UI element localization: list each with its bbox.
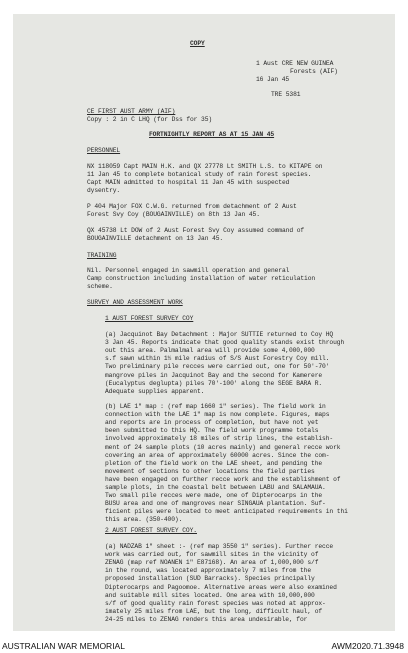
text-line: and reports are in process of completion, but have not yet — [105, 419, 319, 427]
text-line: BUSU area and one of mangroves near SINGAUA plantation. Suf- — [105, 500, 326, 508]
unit-name-2: Forests (AIF) — [290, 68, 338, 75]
text-line: Capt MAIN admitted to hospital 11 Jan 45 with suspected — [87, 179, 290, 187]
survey-subheading-2: 2 AUST FOREST SURVEY COY. — [105, 527, 197, 534]
text-line: and suitable mill sites located. One area with 10,000,000 — [105, 591, 315, 599]
text-line: 3 Jan 45. Reports indicate that good quality stands exist through — [105, 339, 345, 347]
text-line: work was carried out, for sawmill sites in the vicinity of — [105, 551, 319, 559]
report-title: FORTNIGHTLY REPORT AS AT 15 JAN 45 — [149, 131, 275, 138]
text-line: s/f of good quality rain forest species was noted at approx- — [105, 599, 326, 607]
text-line: (Eucalyptus deglupta) piles 70'-100' along the SEGE BARA R. — [105, 379, 323, 387]
text-line: covering an area of approximately 60000 acres. Since the com- — [105, 451, 330, 459]
unit-name: 1 Aust CRE NEW GUINEA — [256, 60, 334, 67]
text-line: ment of 24 sample plots (10 acres mainly) and general recce work — [105, 443, 341, 451]
text-line: have been engaged on further recce work and the establishment of — [105, 475, 341, 483]
text-line: s.f sawn within 1½ mile radius of S/S Aust Forestry Coy mill. — [105, 355, 330, 363]
text-line: scheme. — [87, 283, 113, 291]
text-line: (a) NADZAB 1" sheet :- (ref map 3550 1" series). Further recce — [105, 543, 334, 550]
addressee: CE FIRST AUST ARMY (AIF) — [87, 108, 176, 115]
text-line: proposed installation (SUD Barracks). Species principally — [105, 575, 315, 583]
text-line: BOUGAINVILLE detachment on 13 Jan 45. — [87, 235, 224, 243]
text-line: dysentry. — [87, 187, 121, 195]
footer-accession-number: AWM2020.71.3948 — [331, 641, 404, 651]
text-line: connection with the LAE 1" map is now complete. Figures, maps — [105, 411, 330, 419]
text-line: NX 118059 Capt MAIN H.K. and QX 27778 Lt SMITH L.S. to KITAPE on — [87, 163, 323, 170]
text-line: sample plots, in the coastal belt between LABU and SALAMAUA. — [105, 484, 326, 491]
text-line: in the round, was located approximately 7 miles from the — [105, 567, 312, 575]
text-line: movement of sections to other locations the field parties — [105, 467, 315, 475]
text-line: Adequate supplies apparent. — [105, 387, 205, 395]
training-heading: TRAINING — [87, 252, 117, 259]
letter-date: 16 Jan 45 — [256, 76, 290, 83]
text-line: mangrove piles in Jacquinot Bay and the second for Kamerere — [105, 371, 323, 379]
survey-heading: SURVEY AND ASSESSMENT WORK — [87, 299, 183, 306]
text-line: QX 45738 Lt DOW of 2 Aust Forest Svy Coy assumed command of — [87, 227, 305, 234]
text-line: P 404 Major FOX C.W.G. returned from detachment of 2 Aust — [87, 203, 297, 210]
text-line: 24-25 miles to ZENAG renders this area undesirable, for — [105, 615, 308, 623]
text-line: ficient piles were located to meet anticipated requirements in thi — [105, 508, 348, 516]
document-page — [13, 14, 395, 631]
text-line: imately 25 miles from LAE, but the long, difficult haul, of — [105, 607, 323, 615]
text-line: ZENAG (map ref NOANEN 1" E87168). An area of 1,000,000 s/f — [105, 559, 319, 567]
text-line: (b) LAE 1" map : (ref map 1660 1" series). The field work in — [105, 403, 326, 410]
text-line: (a) Jacquinot Bay Detachment : Major SUTTIE returned to Coy HQ — [105, 331, 334, 338]
text-line: 11 Jan 45 to complete botanical study of rain forest species. — [87, 171, 312, 179]
text-line: Two small pile recces were made, one of Dipterocarps in the — [105, 492, 323, 500]
personnel-heading: PERSONNEL — [87, 147, 121, 154]
text-line: been submitted to this HQ. The field work programme totals — [105, 427, 319, 435]
text-line: Nil. Personnel engaged in sawmill operation and general — [87, 267, 290, 274]
copy-to: Copy : 2 in C LHQ (for Dss for 35) — [87, 116, 213, 123]
text-line: Forest Svy Coy (BOUGAINVILLE) on 8th 13 Jan 45. — [87, 211, 260, 219]
text-line: Dipterocarps and Pagoomoe. Alternative areas were also examined — [105, 583, 337, 591]
copy-label: COPY — [190, 40, 205, 47]
archive-footer — [0, 639, 408, 653]
text-line: this area. (350-400). — [105, 516, 183, 524]
footer-institution: AUSTRALIAN WAR MEMORIAL — [2, 641, 125, 651]
text-line: out this area. Palmalmal area will provide some 4,000,000 — [105, 347, 315, 355]
text-line: pletion of the field work on the LAE sheet, and pending the — [105, 459, 323, 467]
reference-number: TRE 5381 — [271, 91, 301, 98]
survey-subheading-1: 1 AUST FOREST SURVEY COY — [105, 315, 194, 322]
text-line: Two preliminary pile recces were carried out, one for 50'-70' — [105, 363, 330, 371]
text-line: involved approximately 18 miles of strip lines, the establish- — [105, 435, 334, 443]
text-line: Camp construction including installation of water reticulation — [87, 275, 316, 283]
